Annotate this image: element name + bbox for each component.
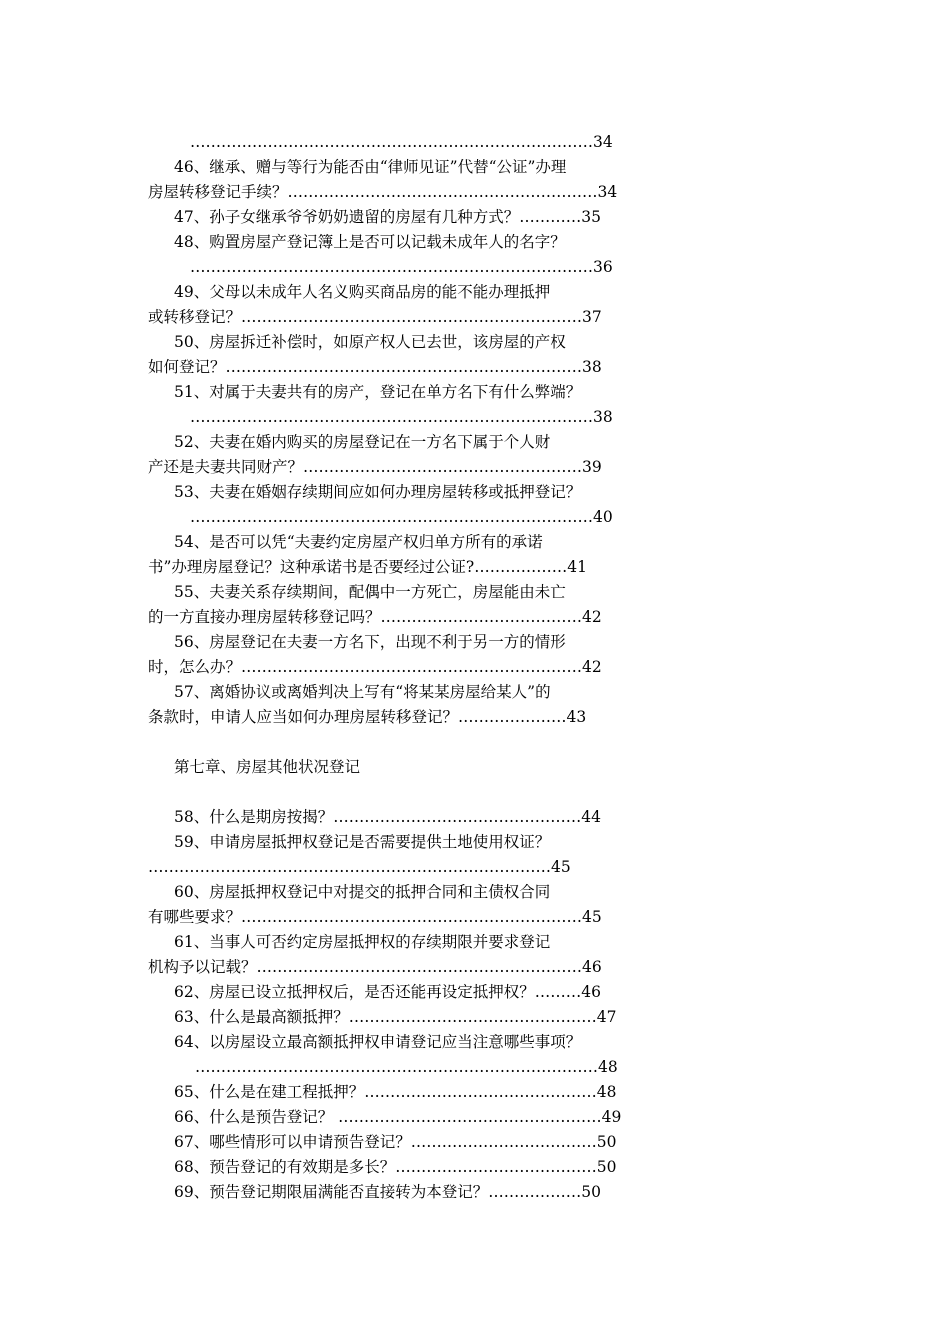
toc-entry-57: 57、离婚协议或离婚判决上写有“将某某房屋给某人”的 <box>174 683 551 701</box>
toc-entry-69: 69、预告登记期限届满能否直接转为本登记？………………50 <box>174 1183 601 1201</box>
toc-entry-65: 65、什么是在建工程抵押？………………………………………48 <box>174 1083 617 1101</box>
toc-entry-61: 61、当事人可否约定房屋抵押权的存续期限并要求登记 <box>174 933 551 951</box>
toc-entry-61-cont: 机构予以记载？………………………………………………………46 <box>148 958 602 976</box>
toc-entry-50: 50、房屋拆迁补偿时，如原产权人已去世，该房屋的产权 <box>174 333 566 351</box>
toc-entry-57-cont: 条款时，申请人应当如何办理房屋转移登记？…………………43 <box>148 708 587 726</box>
toc-entry-51-cont: ……………………………………………………………………38 <box>190 408 613 426</box>
toc-entry-46-cont: 房屋转移登记手续？……………………………………………………34 <box>148 183 618 201</box>
toc-entry-50-cont: 如何登记？……………………………………………………………38 <box>148 358 602 376</box>
toc-entry-56: 56、房屋登记在夫妻一方名下，出现不利于另一方的情形 <box>174 633 566 651</box>
chapter-heading: 第七章、房屋其他状况登记 <box>174 758 361 776</box>
toc-entry-49-cont: 或转移登记？…………………………………………………………37 <box>148 308 602 326</box>
toc-entry-53: 53、夫妻在婚姻存续期间应如何办理房屋转移或抵押登记？ <box>174 483 582 501</box>
toc-entry-48-cont: ……………………………………………………………………36 <box>190 258 613 276</box>
toc-entry-54-cont: 书”办理房屋登记？这种承诺书是否要经过公证?………………41 <box>148 558 587 576</box>
toc-entry-64: 64、以房屋设立最高额抵押权申请登记应当注意哪些事项？ <box>174 1033 582 1051</box>
toc-entry-58: 58、什么是期房按揭？…………………………………………44 <box>174 808 601 826</box>
toc-entry-60-cont: 有哪些要求？…………………………………………………………45 <box>148 908 602 926</box>
toc-entry-68: 68、预告登记的有效期是多长？…………………………………50 <box>174 1158 617 1176</box>
toc-entry-64-cont: ……………………………………………………………………48 <box>195 1058 618 1076</box>
toc-entry-49: 49、父母以未成年人名义购买商品房的能不能办理抵押 <box>174 283 551 301</box>
toc-line-continuation: ……………………………………………………………………34 <box>190 133 613 151</box>
toc-entry-62: 62、房屋已设立抵押权后，是否还能再设定抵押权？………46 <box>174 983 601 1001</box>
toc-entry-59-cont: ……………………………………………………………………45 <box>148 858 571 876</box>
toc-entry-55: 55、夫妻关系存续期间，配偶中一方死亡，房屋能由未亡 <box>174 583 566 601</box>
toc-entry-55-cont: 的一方直接办理房屋转移登记吗？…………………………………42 <box>148 608 602 626</box>
toc-entry-52: 52、夫妻在婚内购买的房屋登记在一方名下属于个人财 <box>174 433 551 451</box>
toc-entry-54: 54、是否可以凭“夫妻约定房屋产权归单方所有的承诺 <box>174 533 543 551</box>
toc-entry-48: 48、购置房屋产登记簿上是否可以记载未成年人的名字？ <box>174 233 566 251</box>
toc-entry-46: 46、继承、赠与等行为能否由“律师见证”代替“公证”办理 <box>174 158 567 176</box>
toc-entry-53-cont: ……………………………………………………………………40 <box>190 508 613 526</box>
toc-entry-51: 51、对属于夫妻共有的房产，登记在单方名下有什么弊端？ <box>174 383 582 401</box>
toc-entry-47: 47、孙子女继承爷爷奶奶遗留的房屋有几种方式？…………35 <box>174 208 601 226</box>
toc-entry-66: 66、什么是预告登记？ ……………………………………………49 <box>174 1108 622 1126</box>
toc-entry-67: 67、哪些情形可以申请预告登记？………………………………50 <box>174 1133 617 1151</box>
toc-entry-63: 63、什么是最高额抵押？…………………………………………47 <box>174 1008 617 1026</box>
toc-entry-59: 59、申请房屋抵押权登记是否需要提供土地使用权证？ <box>174 833 551 851</box>
toc-entry-52-cont: 产还是夫妻共同财产？………………………………………………39 <box>148 458 602 476</box>
toc-entry-60: 60、房屋抵押权登记中对提交的抵押合同和主债权合同 <box>174 883 551 901</box>
toc-entry-56-cont: 时，怎么办？…………………………………………………………42 <box>148 658 602 676</box>
